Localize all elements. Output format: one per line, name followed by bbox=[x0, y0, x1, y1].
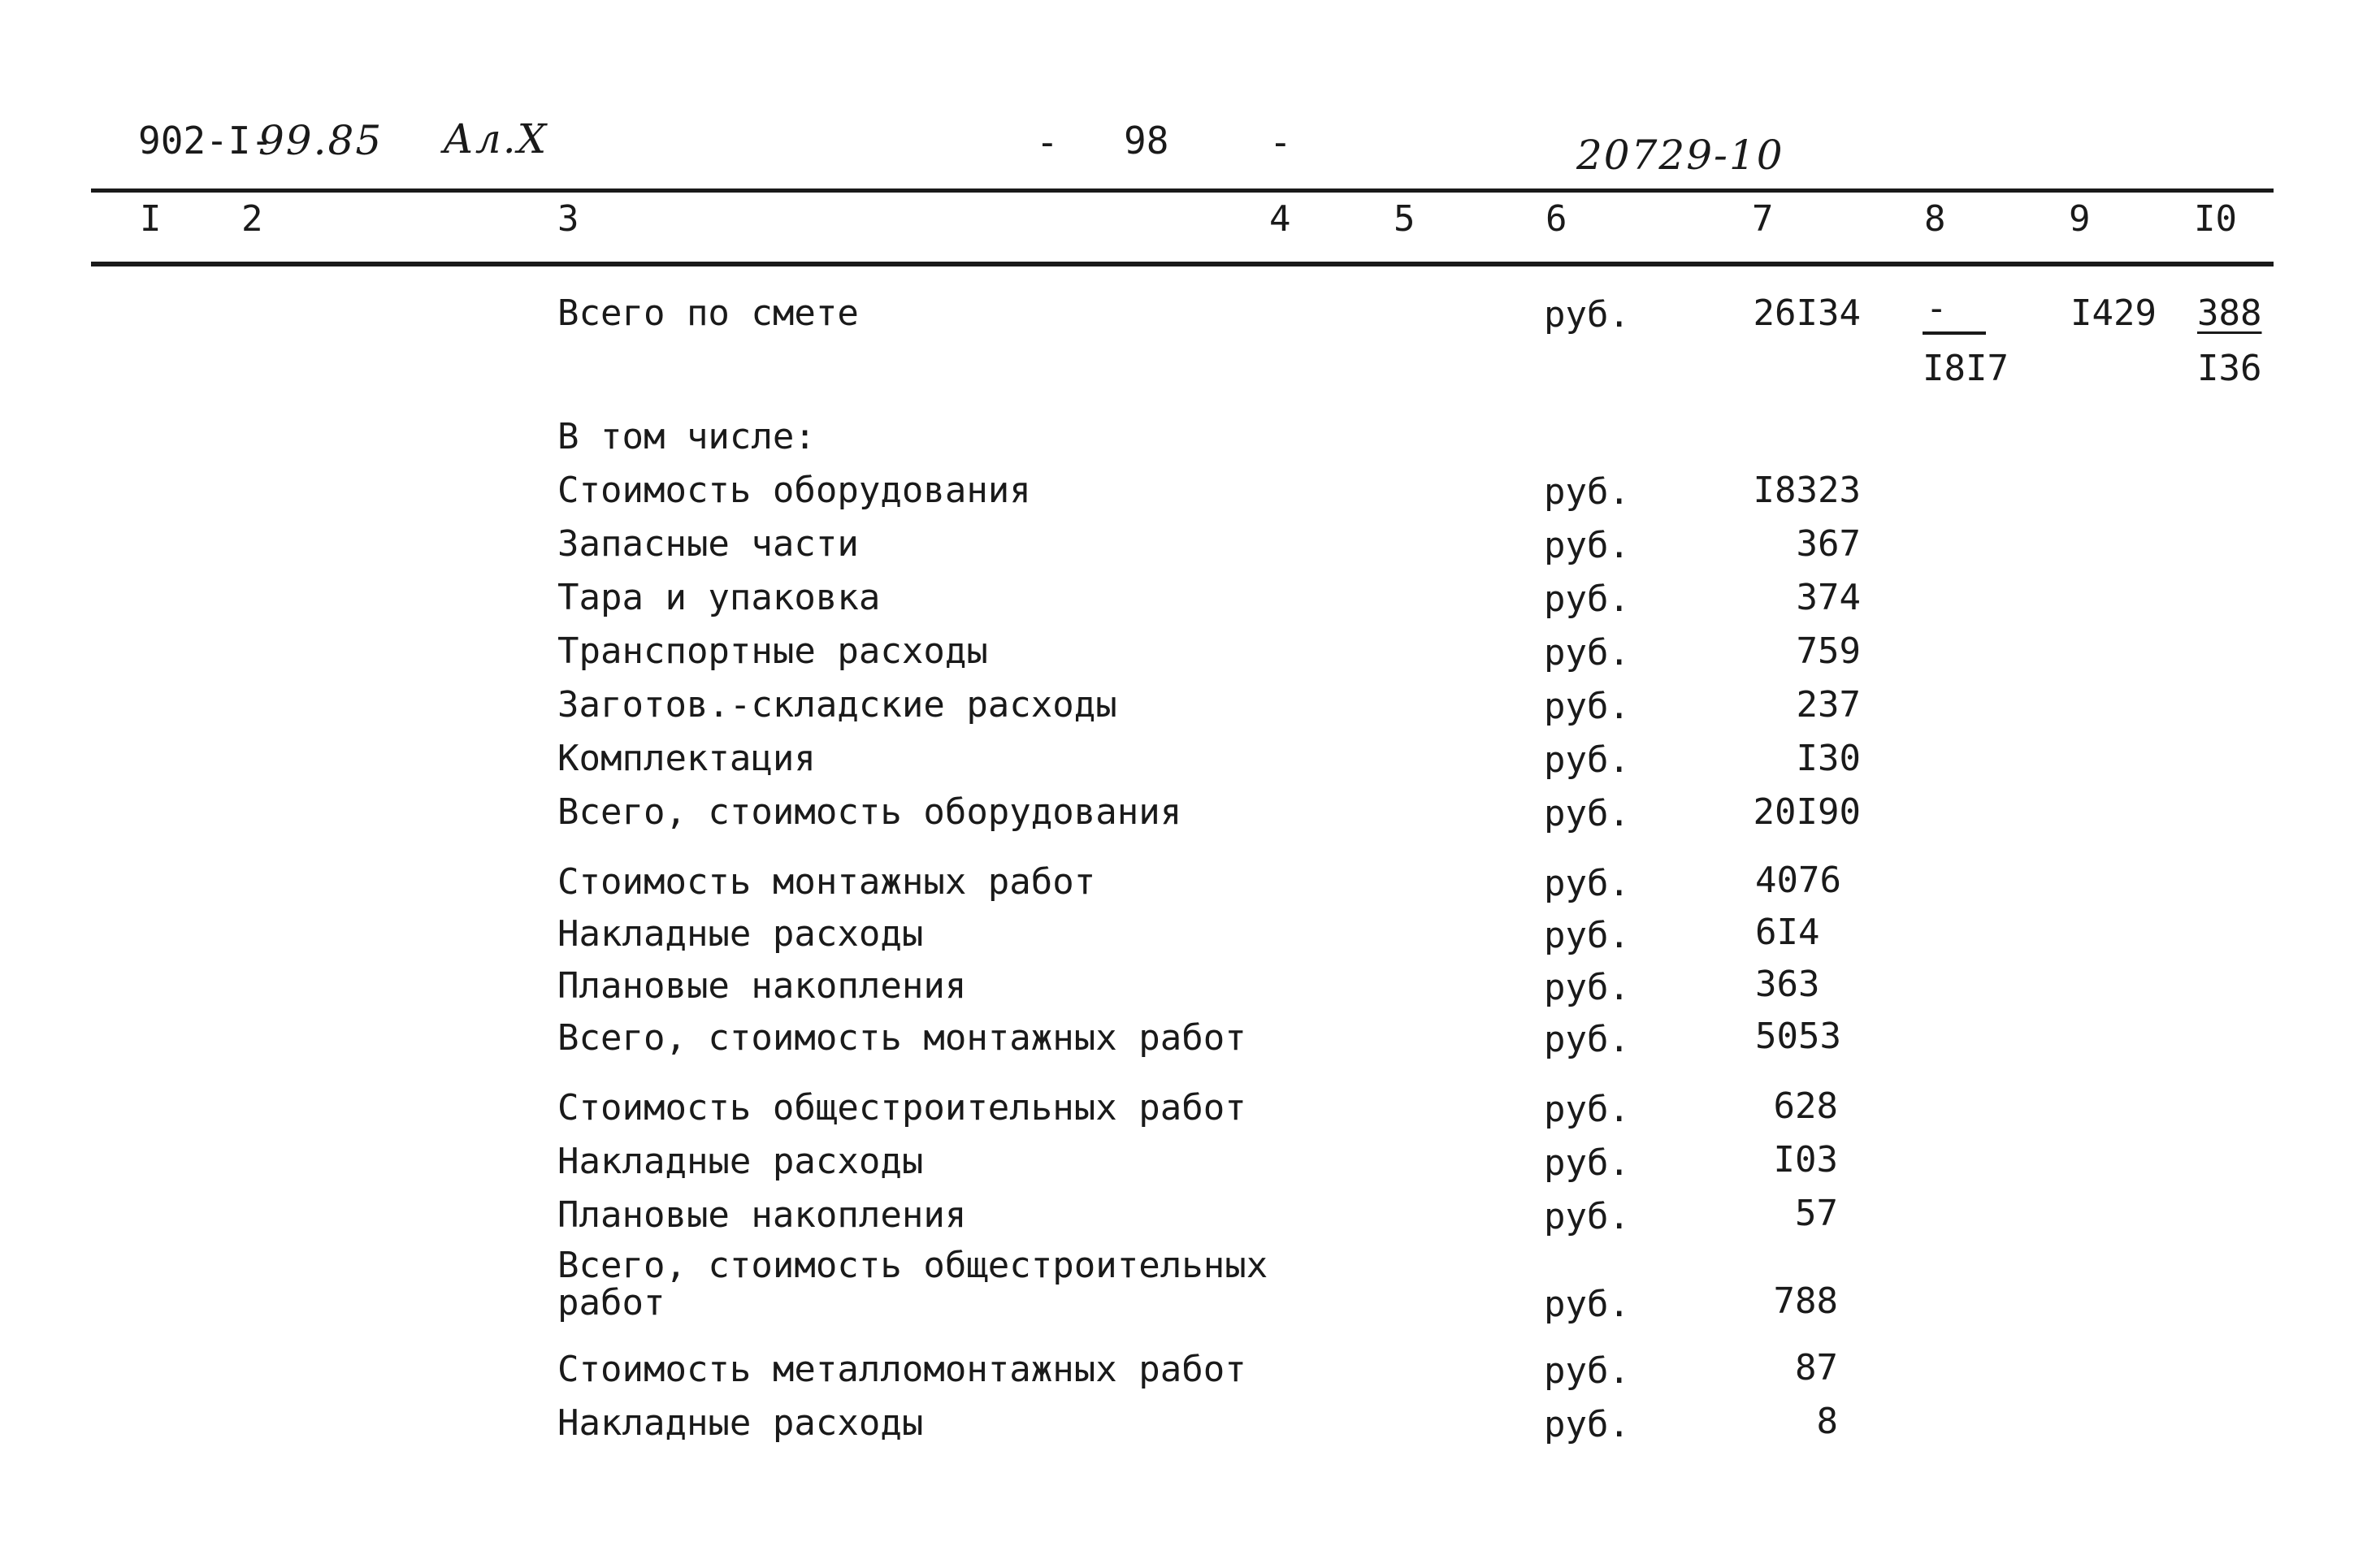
total-col8-bottom: I8I7 bbox=[1923, 348, 2009, 389]
row-label: Накладные расходы bbox=[557, 913, 924, 955]
column-number-8: 8 bbox=[1924, 198, 1946, 240]
row-unit: руб. bbox=[1544, 1142, 1630, 1184]
total-unit: руб. bbox=[1544, 294, 1630, 336]
row-value: 57 bbox=[1795, 1193, 1838, 1234]
row-value: 5053 bbox=[1755, 1016, 1841, 1057]
row-value: 628 bbox=[1773, 1085, 1838, 1127]
row-value: 6I4 bbox=[1755, 912, 1820, 953]
archive-number: 20729-10 bbox=[1576, 132, 1784, 179]
row-unit: руб. bbox=[1544, 525, 1630, 566]
including-label: В том числе: bbox=[557, 416, 816, 457]
row-unit: руб. bbox=[1544, 793, 1630, 834]
row-unit: руб. bbox=[1544, 863, 1630, 904]
row-value: 8 bbox=[1816, 1401, 1838, 1442]
row-unit: руб. bbox=[1544, 967, 1630, 1008]
row-value: 237 bbox=[1796, 684, 1861, 726]
row-value: 87 bbox=[1795, 1347, 1838, 1389]
column-number-3: 3 bbox=[557, 198, 579, 240]
row-value: 363 bbox=[1755, 964, 1820, 1005]
row-label: Накладные расходы bbox=[557, 1402, 924, 1444]
row-label: Комплектация bbox=[557, 738, 816, 779]
column-number-6: 6 bbox=[1545, 198, 1567, 240]
row-unit: руб. bbox=[1544, 739, 1630, 781]
row-unit: руб. bbox=[1544, 686, 1630, 727]
row-unit: руб. bbox=[1544, 1404, 1630, 1445]
row-value: I03 bbox=[1773, 1139, 1838, 1181]
row-label: Всего, стоимость оборудования bbox=[557, 791, 1182, 833]
row-value: I8323 bbox=[1753, 470, 1861, 511]
table-header-rule bbox=[91, 262, 2274, 266]
row-label: Плановые накопления bbox=[557, 965, 967, 1007]
row-unit: руб. bbox=[1544, 1284, 1630, 1325]
row-unit: руб. bbox=[1544, 578, 1630, 620]
row-unit: руб. bbox=[1544, 1196, 1630, 1237]
row-value: 788 bbox=[1773, 1280, 1838, 1322]
row-value: 367 bbox=[1796, 523, 1861, 565]
row-label: Стоимость оборудования bbox=[557, 470, 1031, 511]
table-top-rule bbox=[91, 188, 2274, 193]
column-number-10: I0 bbox=[2194, 198, 2237, 240]
column-number-7: 7 bbox=[1752, 198, 1774, 240]
row-value: 374 bbox=[1796, 577, 1861, 618]
row-label: Запасные части bbox=[557, 523, 859, 565]
row-unit: руб. bbox=[1544, 1089, 1630, 1130]
row-label: работ bbox=[557, 1282, 665, 1324]
column-number-4: 4 bbox=[1269, 198, 1291, 240]
page-number: 98 bbox=[1124, 119, 1169, 162]
row-label: Транспортные расходы bbox=[557, 630, 988, 672]
total-col10-bottom: I36 bbox=[2197, 348, 2262, 389]
row-value: 4076 bbox=[1755, 860, 1841, 901]
total-col8-fraction-bar bbox=[1923, 331, 1986, 335]
page-dash-left: - bbox=[1036, 120, 1059, 164]
row-label: Всего, стоимость монтажных работ bbox=[557, 1017, 1246, 1059]
column-number-2: 2 bbox=[241, 198, 263, 240]
page-dash-right: - bbox=[1269, 120, 1292, 164]
row-label: Плановые накопления bbox=[557, 1194, 967, 1236]
column-number-9: 9 bbox=[2069, 198, 2091, 240]
row-label: Стоимость металломонтажных работ bbox=[557, 1349, 1246, 1390]
total-label: Всего по смете bbox=[557, 292, 859, 334]
row-label: Всего, стоимость общестроительных bbox=[557, 1245, 1268, 1286]
row-label: Стоимость общестроительных работ bbox=[557, 1087, 1246, 1129]
row-unit: руб. bbox=[1544, 471, 1630, 513]
total-col7: 26I34 bbox=[1753, 292, 1861, 334]
row-value: 759 bbox=[1796, 630, 1861, 672]
row-label: Тара и упаковка bbox=[557, 577, 881, 618]
row-value: I30 bbox=[1796, 738, 1861, 779]
column-number-5: 5 bbox=[1394, 198, 1415, 240]
total-col10-top: 388 bbox=[2197, 292, 2262, 334]
row-unit: руб. bbox=[1544, 632, 1630, 674]
row-unit: руб. bbox=[1544, 1350, 1630, 1392]
row-unit: руб. bbox=[1544, 1019, 1630, 1060]
document-code: 902-I- bbox=[138, 119, 274, 162]
row-label: Стоимость монтажных работ bbox=[557, 861, 1096, 903]
total-col8-top: - bbox=[1926, 288, 1948, 329]
total-col9: I429 bbox=[2070, 292, 2157, 334]
column-number-1: I bbox=[140, 198, 162, 240]
row-label: Накладные расходы bbox=[557, 1141, 924, 1182]
row-label: Заготов.-складские расходы bbox=[557, 684, 1117, 726]
row-value: 20I90 bbox=[1753, 791, 1861, 833]
row-unit: руб. bbox=[1544, 915, 1630, 956]
album-number: Ал.X bbox=[443, 115, 548, 162]
document-code-handwritten: 99.85 bbox=[258, 117, 384, 164]
